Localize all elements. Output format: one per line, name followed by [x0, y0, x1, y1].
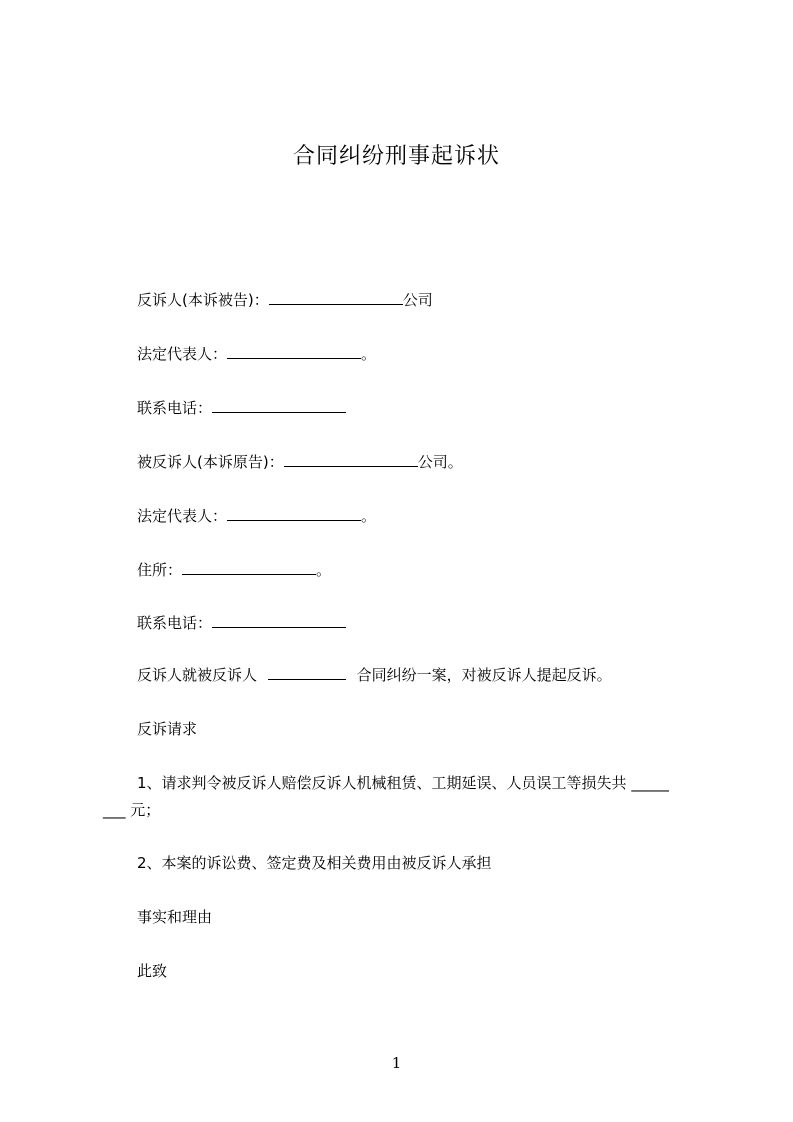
statement-line — [137, 664, 717, 686]
address-line — [137, 559, 717, 581]
page-number: 1 — [391, 1054, 402, 1072]
phone-1-line — [137, 397, 717, 419]
claim-1-blank-b[interactable]: ___ — [103, 801, 126, 819]
legal-rep-1-suffix: 。 — [361, 345, 377, 363]
legal-rep-2-label: 法定代表人： — [137, 507, 228, 525]
contract-party-blank[interactable] — [268, 665, 346, 680]
address-suffix: 。 — [316, 561, 332, 579]
counter-plaintiff-label: 反诉人(本诉被告)： — [137, 291, 269, 309]
statement-prefix: 反诉人就被反诉人 — [137, 666, 258, 684]
counter-defendant-suffix: 公司。 — [417, 453, 463, 471]
address-blank[interactable] — [182, 560, 316, 575]
legal-rep-1-blank[interactable] — [227, 344, 361, 359]
phone-2-line — [137, 612, 717, 634]
claim-1-continuation — [103, 799, 160, 821]
phone-1-label: 联系电话： — [137, 399, 213, 417]
counter-defendant-label: 被反诉人(本诉原告)： — [137, 453, 284, 471]
facts-heading: 事实和理由 — [137, 908, 213, 926]
closing-line: 此致 — [137, 962, 168, 980]
legal-rep-1-line — [137, 343, 717, 365]
phone-2-blank[interactable] — [212, 613, 346, 628]
address-label: 住所： — [137, 561, 183, 579]
document-title: 合同纠纷刑事起诉状 — [292, 144, 500, 169]
claim-1-text: 1、请求判令被反诉人赔偿反诉人机械租赁、工期延误、人员误工等损失共 — [137, 774, 627, 792]
legal-rep-2-blank[interactable] — [227, 506, 361, 521]
claim-1-blank-a[interactable]: _____ — [631, 774, 669, 792]
phone-1-blank[interactable] — [212, 398, 346, 413]
legal-rep-2-line — [137, 505, 717, 527]
counter-defendant-blank[interactable] — [284, 452, 418, 467]
counter-defendant-line — [137, 451, 717, 473]
claim-1-line — [137, 772, 717, 794]
legal-rep-1-label: 法定代表人： — [137, 345, 228, 363]
counter-plaintiff-suffix: 公司 — [402, 291, 433, 309]
statement-suffix: 合同纠纷一案，对被反诉人提起反诉。 — [356, 666, 612, 684]
legal-rep-2-suffix: 。 — [361, 507, 377, 525]
claims-heading: 反诉请求 — [137, 720, 198, 738]
counter-plaintiff-line — [137, 289, 717, 311]
claim-2-line: 2、本案的诉讼费、签定费及相关费用由被反诉人承担 — [137, 854, 492, 872]
counter-plaintiff-blank[interactable] — [269, 290, 403, 305]
claim-1-end: 元； — [130, 801, 161, 819]
phone-2-label: 联系电话： — [137, 614, 213, 632]
